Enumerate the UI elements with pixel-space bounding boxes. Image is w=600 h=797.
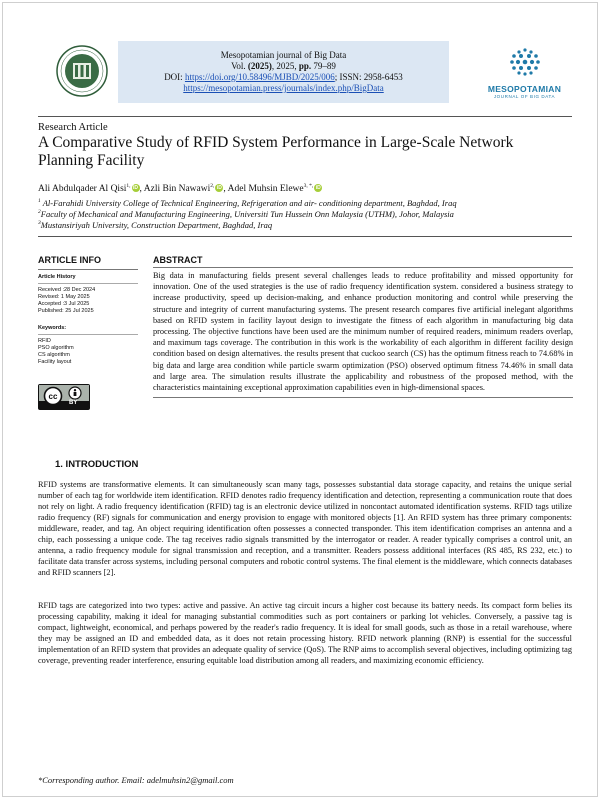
mesopotamian-big-data-logo [477,46,572,104]
affil-sup: 2 [38,209,41,215]
creative-commons-icon [39,385,89,409]
volume-year: (2025) [247,61,272,71]
orcid-icon[interactable]: iD [315,185,321,192]
affil-divider [38,236,572,237]
header-divider [38,116,572,117]
author-list [38,183,322,194]
affiliation-3 [38,218,272,230]
published-date: Published: 25 Jul 2025 [38,308,94,314]
orcid-icon[interactable]: iD [133,185,139,192]
author-sep: , [223,184,226,195]
abstract-text: Big data in manufacturing fields present several challenges leads to reduce profitability and missed opportunity for innovation. One of the used strategies is the use of radio frequency identification system. considered a business strategy to increase productivity, speed up decision-making, and enhance production monitoring and control while preserving the structure and integrity of current manufacturing systems. The present research compares five artificial inelegant algorithms based on RFID system in facility layout design to investigate the fitness of each algorithm in manufacturing big data processing. The objective functions have been used are the minimum number of required readers, minimum readers overlap, and maximum tags coverage. The contribution in this work is the workability of each algorithm in different facility design condition based on design alternatives. the results present that cuckoo search (CS) has the optimum fitness reach to 74.68% in big data and large area condition while particle swarm optimization (PSO) observed optimum fitness 74.46% in small data and large area. The simulation results illustrate the applicability and robustness of the proposed method, with the characteristics maintaining exceptional approximation capabilities even in high-dimensional spaces. [153,271,573,393]
author-3-sup: 3, *, [303,183,314,189]
abstract-end-rule [153,397,573,398]
dot-sphere-icon [505,46,545,78]
article-info [38,255,138,366]
affil-text: Faculty of Mechanical and Manufacturing Engineering, Universiti Tun Hussein Onn Malaysia (UTHM), Johor, Malaysia [40,208,454,219]
section-heading-introduction: 1. INTRODUCTION [55,459,139,470]
volume-prefix: Vol. [231,61,248,71]
keywords-rule [38,334,138,335]
keyword: RFID [38,338,51,344]
author-sep: , [139,184,142,195]
affil-sup: 3 [38,220,41,226]
svg-text:cc: cc [48,392,58,401]
abstract [153,255,573,398]
revised-date: Revised: 1 May 2025 [38,294,90,300]
cc-by-license-badge[interactable] [38,384,90,410]
journal-name: Mesopotamian journal of Big Data [220,50,347,60]
author-1: Ali Abdulqader Al Qisi [38,184,127,195]
author-1-sup: 1, [126,183,131,189]
logo-name: MESOPOTAMIAN [487,84,562,94]
orcid-icon[interactable]: iD [216,185,222,192]
volume-mid: , 2025, [271,61,299,71]
history-label: Article History [38,274,76,280]
author-2: Azli Bin Nawawi [143,184,211,195]
intro-paragraph-2: RFID tags are categorized into two types: active and passive. An active tag circuit incurs a higher cost because its battery needs. Its compact form belies its processing capability, making it ideal for managing substantial commodities such as port containers or parking lot vehicles. Conversely, a passive tag is compact, lightweight, economical, and perhaps powered by the reader's radio frequency. It is ideal for small goods, such as those in a retail warehouse, where they may be assigned an ID and embedded data, as it does not retain processing history. RFID network planning (RNP) is essential for the successful implementation of an RFID system that provides an adequate quality of service (QoS). The RNP aims to accomplish several objectives, including optimizing tag coverage, preventing reader interference, ensuring equitable load distribution among all readers, and maximizing economic efficiency. [38,601,572,665]
keyword: PSO algorithm [38,345,74,351]
keyword: Facility layout [38,359,72,365]
corresponding-author-footnote: *Corresponding author. Email: adelmuhsin2@gmail.com [38,775,234,785]
doi-label: DOI: [164,72,185,82]
journal-site-link[interactable]: https://mesopotamian.press/journals/index.php/BigData [183,83,384,93]
abstract-heading: ABSTRACT [153,255,203,265]
mesopotamian-seal-logo [56,45,108,97]
received-date: Received :28 Dec 2024 [38,287,96,293]
title-line-2: Planning Facility [38,152,145,169]
page-range: 79–89 [311,61,336,71]
keywords-label: Keywords: [38,325,67,331]
license-label: BY [69,400,78,406]
keyword: CS algorithm [38,352,70,358]
logo-subtitle: JOURNAL OF BIG DATA [493,94,556,99]
issn: ; ISSN: 2958-6453 [334,72,403,82]
abstract-rule [153,267,573,268]
doi-link[interactable]: https://doi.org/10.58496/MJBD/2025/006 [184,72,335,82]
author-3: Adel Muhsin Elewe [227,184,304,195]
affil-sup: 1 [38,198,41,204]
article-info-heading: ARTICLE INFO [38,255,101,265]
author-2-sup: 2, [210,183,215,189]
affil-text: Mustansiriyah University, Construction Department, Baghdad, Iraq [40,219,273,230]
article-info-rule [38,269,138,270]
journal-header-box [118,41,449,103]
pp-label: pp. [298,61,312,71]
affil-text: Al-Farahidi University College of Technical Engineering, Refrigeration and air- conditioning department, Baghdad, Iraq [42,197,457,208]
accepted-date: Accepted :3 Jul 2025 [38,301,90,307]
title-line-1: A Comparative Study of RFID System Performance in Large-Scale Network [38,134,514,151]
paper-title [38,134,558,170]
intro-paragraph-1: RFID systems are transformative elements. It can simultaneously scan many tags, possesses substantial data storage capacity, and retains the unique serial number of each tag for worldwide item identification. RFID denotes radio frequency identification and detection, representing a communication route that does not rely on light. A radio frequency identification (RFID) tag is an electronic device utilized in noncontact automated identification systems. RFID tags utilize radio frequency (RF) signals for communication and energy provision to engage with monitored objects [1]. An RFID system has three primary components: middleware, reader, and tag. An object requiring identification often possesses a connected transponder. This item identification comprises an antenna and a chip, each possessing a unique code. The tag receives radio signals transmitted by the interrogator or reader. A reader typically comprises a control unit, an antenna, a radio frequency module for signal transmission and reception, and a transmitter. Readers possess additional interfaces (RS 485, RS 232, etc.) to facilitate data transfer across systems, including personal computers and robotic control systems. The final element is the middleware, which connects databases and RFID scanners [2]. [38,480,572,577]
article-type: Research Article [38,122,108,133]
history-rule [38,283,138,284]
